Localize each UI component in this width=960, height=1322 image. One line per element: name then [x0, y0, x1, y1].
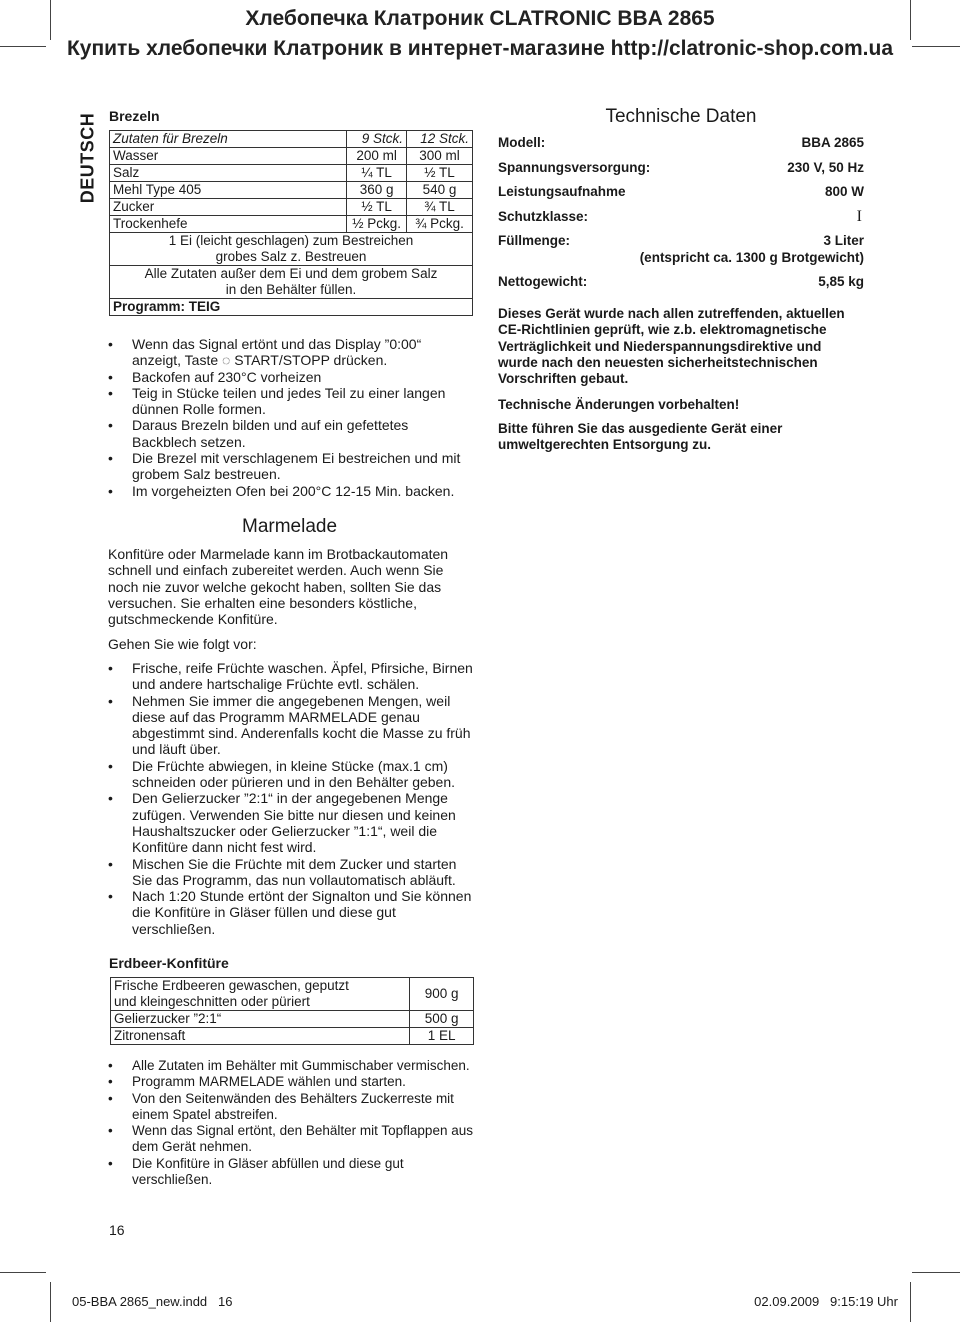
list-item: • Die Konfitüre in Gläser abfüllen und diese gut verschließen.: [108, 1156, 474, 1189]
footer-file: 05-BBA 2865_new.indd 16: [72, 1294, 233, 1309]
table-head-cell: 12 Stck.: [407, 131, 473, 148]
spec-label: Modell:: [498, 135, 546, 150]
table-cell: ½ Pckg.: [347, 216, 407, 233]
table-row: [110, 233, 473, 250]
tech-note-conformity: Dieses Gerät wurde nach allen zutreffenden, aktuellen CE-Richtlinien geprüft, wie z.b. elektromagnetische Verträglichkeit und Niederspannungsdirektive und wurde nach den neuesten sicherheitstechnischen Vorschriften gebaut.: [498, 306, 845, 387]
table-cell: 900 g: [410, 978, 474, 1011]
list-item: • Im vorgeheizten Ofen bei 200°C 12-15 Min. backen.: [108, 483, 474, 499]
spec-value: 5,85 kg: [818, 274, 864, 289]
spec-value: BBA 2865: [801, 135, 864, 150]
list-item: • Den Gelierzucker ”2:1“ in der angegebenen Menge zufügen. Verwenden Sie bitte nur diesen und keinen Haushaltszucker oder Gelierzucker ”1:1“, weil die Konfitüre dann nicht fest wird.: [108, 790, 476, 855]
list-item: • Wenn das Signal ertönt, den Behälter mit Topflappen aus dem Gerät nehmen.: [108, 1123, 474, 1156]
list-item: • Programm MARMELADE wählen und starten.: [108, 1074, 474, 1090]
page-number: 16: [109, 1222, 125, 1238]
table-row: [110, 148, 473, 165]
table-row: [111, 1028, 474, 1045]
list-item: • Backofen auf 230°C vorheizen: [108, 369, 474, 385]
marmelade-lead: Gehen Sie wie folgt vor:: [108, 636, 257, 652]
table-cell: 300 ml: [407, 148, 473, 165]
list-item: • Frische, reife Früchte waschen. Äpfel, Pfirsiche, Birnen und andere hartschalige Früchte evtl. schälen.: [108, 660, 476, 693]
erdbeer-steps: [108, 1058, 474, 1188]
table-cell: Mehl Type 405: [110, 182, 347, 199]
list-item: • Alle Zutaten im Behälter mit Gummischaber vermischen.: [108, 1058, 474, 1074]
program-cell: Programm: TEIG: [110, 299, 473, 316]
table-cell: Trockenhefe: [110, 216, 347, 233]
table-cell: ½ TL: [347, 199, 407, 216]
table-row: [110, 266, 473, 283]
table-cell: 360 g: [347, 182, 407, 199]
spec-value: (entspricht ca. 1300 g Brotgewicht): [639, 250, 864, 265]
table-row: [111, 1011, 474, 1028]
marmelade-intro: Konfitüre oder Marmelade kann im Brotbackautomaten schnell und einfach zubereitet werden. Auch wenn Sie noch nie zuvor welche gekocht haben, sollten Sie das versuchen. Sie erhalten eine besonders köstliche, gutschmeckende Konfitüre.: [108, 546, 449, 628]
spec-value: 3 Liter: [823, 233, 864, 248]
spec-value: 800 W: [824, 184, 864, 199]
brezeln-steps: [108, 336, 474, 499]
list-item: • Von den Seitenwänden des Behälters Zuckerreste mit einem Spatel abstreifen.: [108, 1091, 474, 1124]
table-cell: ¾ TL: [407, 199, 473, 216]
table-cell: ¾ Pckg.: [407, 216, 473, 233]
list-item: • Nach 1:20 Stunde ertönt der Signalton und Sie können die Konfitüre in Gläser füllen und diese gut verschließen.: [108, 888, 476, 937]
list-item: • Mischen Sie die Früchte mit dem Zucker und starten Sie das Programm, das nun vollautomatisch abläuft.: [108, 856, 476, 889]
crop-mark: [912, 1272, 960, 1273]
brezeln-ingredients-table: [109, 130, 473, 316]
list-item: • Daraus Brezeln bilden und auf ein gefettetes Backblech setzen.: [108, 417, 474, 450]
erdbeer-title: Erdbeer-Konfitüre: [109, 955, 229, 971]
spec-label: Schutzklasse:: [498, 209, 589, 224]
cell-line: und kleingeschnitten oder püriert: [114, 994, 310, 1009]
table-cell: ½ TL: [407, 165, 473, 182]
tech-title: Technische Daten: [605, 106, 757, 127]
marmelade-title: Marmelade: [242, 516, 338, 537]
marmelade-steps: [108, 660, 476, 937]
table-cell: Alle Zutaten außer dem Ei und dem grobem Salz: [110, 266, 473, 283]
table-cell: Zitronensaft: [111, 1028, 410, 1045]
brezeln-title: Brezeln: [109, 108, 160, 124]
table-row: [110, 165, 473, 182]
tech-note-changes: Technische Änderungen vorbehalten!: [498, 397, 740, 412]
tech-note-disposal: Bitte führen Sie das ausgediente Gerät einer umweltgerechten Entsorgung zu.: [498, 421, 783, 453]
table-cell: 1 EL: [410, 1028, 474, 1045]
list-item: • Nehmen Sie immer die angegebenen Mengen, weil diese auf das Programm MARMELADE genau abgestimmt sind. Anderenfalls kocht die Masse zu früh und läuft über.: [108, 693, 476, 758]
header-title: Хлебопечка Клатроник CLATRONIC BBA 2865: [245, 7, 715, 30]
spec-label: Leistungsaufnahme: [498, 184, 626, 199]
language-label-text: DEUTSCH: [77, 112, 98, 204]
footer-datetime: 02.09.2009 9:15:19 Uhr: [754, 1294, 898, 1309]
table-cell: 540 g: [407, 182, 473, 199]
table-cell: ¼ TL: [347, 165, 407, 182]
table-row: [111, 978, 474, 1011]
crop-mark: [0, 1272, 46, 1273]
language-side-label: [68, 108, 108, 208]
table-cell: [111, 978, 410, 1011]
crop-mark: [50, 1282, 51, 1322]
spec-label: Füllmenge:: [498, 233, 571, 248]
crop-mark: [910, 1282, 911, 1322]
table-cell: Gelierzucker ”2:1“: [111, 1011, 410, 1028]
cell-line: Frische Erdbeeren gewaschen, geputzt: [114, 978, 349, 993]
table-cell: Wasser: [110, 148, 347, 165]
spec-label: Nettogewicht:: [498, 274, 588, 289]
list-item: • Die Früchte abwiegen, in kleine Stücke (max.1 cm) schneiden oder pürieren und in den Behälter geben.: [108, 758, 476, 791]
table-cell: Zucker: [110, 199, 347, 216]
table-row: [110, 199, 473, 216]
table-row: [110, 131, 473, 148]
spec-label: Spannungsversorgung:: [498, 160, 651, 175]
table-row: [110, 216, 473, 233]
list-item: • Teig in Stücke teilen und jedes Teil zu einer langen dünnen Rolle formen.: [108, 385, 474, 418]
table-head-cell: Zutaten für Brezeln: [110, 131, 347, 148]
header-shop-link[interactable]: Купить хлебопечки Клатроник в интернет-магазине http://clatronic-shop.com.ua: [66, 37, 894, 60]
table-cell: grobes Salz z. Bestreuen: [110, 249, 473, 266]
table-head-cell: 9 Stck.: [347, 131, 407, 148]
table-cell: 200 ml: [347, 148, 407, 165]
table-row: [110, 282, 473, 299]
table-row: [110, 182, 473, 199]
spec-value: 230 V, 50 Hz: [787, 160, 864, 175]
table-cell: 1 Ei (leicht geschlagen) zum Bestreichen: [110, 233, 473, 250]
list-item: • Wenn das Signal ertönt und das Display ”0:00“ anzeigt, Taste ◌ START/STOPP drücken.: [108, 336, 474, 369]
list-item: • Die Brezel mit verschlagenem Ei bestreichen und mit grobem Salz bestreuen.: [108, 450, 474, 483]
protection-class-symbol: I: [856, 208, 862, 225]
table-cell: in den Behälter füllen.: [110, 282, 473, 299]
erdbeer-ingredients-table: [110, 977, 474, 1045]
table-row: [110, 299, 473, 316]
table-cell: Salz: [110, 165, 347, 182]
table-cell: 500 g: [410, 1011, 474, 1028]
table-row: [110, 249, 473, 266]
